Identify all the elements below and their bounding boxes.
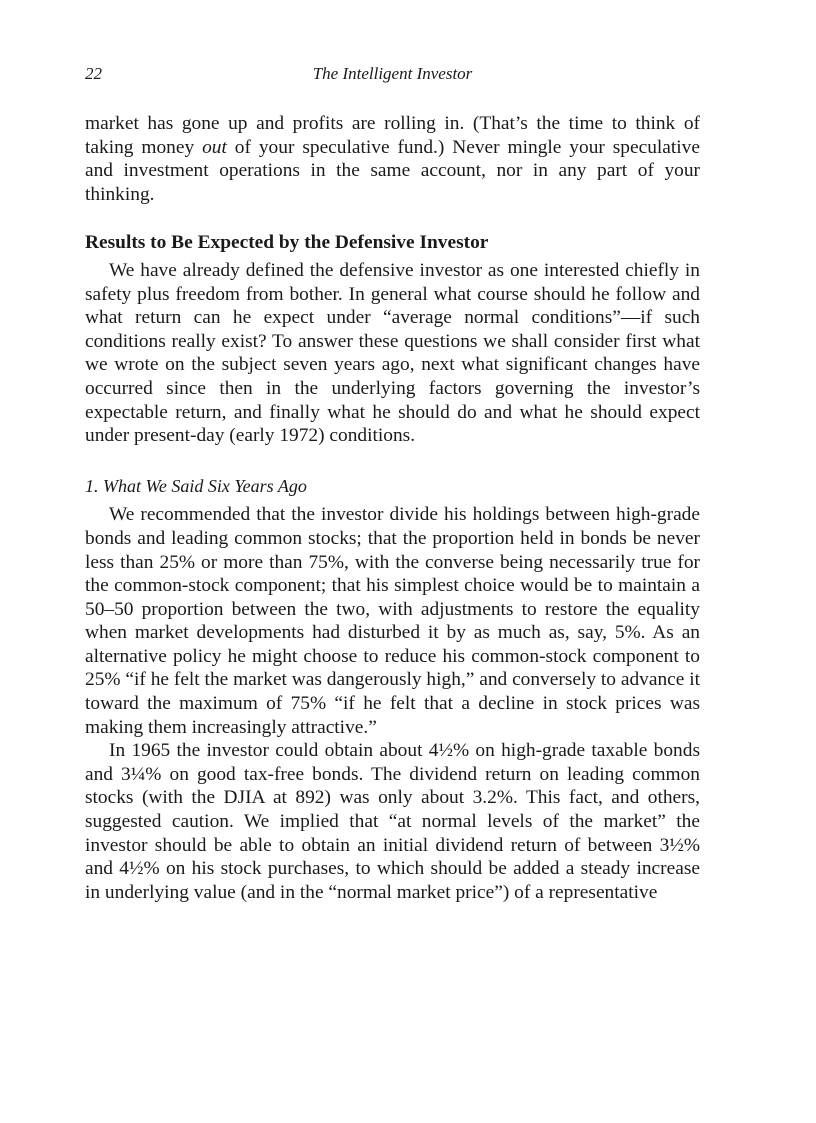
section-paragraph: We have already defined the defensive investor as one interested chiefly in safety plus freedom from bother. In general what course should he follow and what return can he expect under “average normal conditions”—if such conditions really exist? To answer these questions we shall consider first what we wrote on the subject seven years ago, next what significant changes have occurred since then in the underlying factors governing the investor’s expectable return, and finally what he should do and what he should expect under present-day (early 1972) conditions. [85, 259, 700, 447]
emphasized-word: out [202, 136, 227, 158]
page-number: 22 [85, 64, 102, 83]
body-text [85, 112, 700, 904]
section-heading: Results to Be Expected by the Defensive Investor [85, 232, 489, 254]
opening-text-start: market has gone up and profits are rolling in. (That’s the time to think of taking money [85, 113, 700, 158]
opening-paragraph [85, 112, 700, 206]
opening-text-end: of your speculative fund.) Never mingle your speculative and investment operations in the same account, nor in any part of your thinking. [85, 136, 700, 205]
subsection-paragraph-2: In 1965 the investor could obtain about 4½% on high-grade taxable bonds and 3¼% on good tax-free bonds. The dividend return on leading common stocks (with the DJIA at 892) was only about 3.2%. This fact, and others, suggested caution. We implied that “at normal levels of the market” the investor should be able to obtain an initial dividend return of between 3½% and 4½% on his stock purchases, to which should be added a steady increase in underlying value (and in the “normal market price”) of a representative [85, 740, 700, 903]
book-title: The Intelligent Investor [312, 64, 473, 83]
subsection-paragraph-1: We recommended that the investor divide his holdings between high-grade bonds and leading common stocks; that the proportion held in bonds be never less than 25% or more than 75%, with the converse being necessarily true for the common-stock component; that his simplest choice would be to maintain a 50–50 proportion between the two, with adjustments to restore the equality when market developments had disturbed it by as much as, say, 5%. As an alternative policy he might choose to reduce his common-stock component to 25% “if he felt the market was dangerously high,” and conversely to advance it toward the maximum of 75% “if he felt that a decline in stock prices was making them increasingly attractive.” [85, 504, 700, 738]
subsection-heading: 1. What We Said Six Years Ago [85, 475, 307, 496]
running-head [85, 64, 700, 90]
